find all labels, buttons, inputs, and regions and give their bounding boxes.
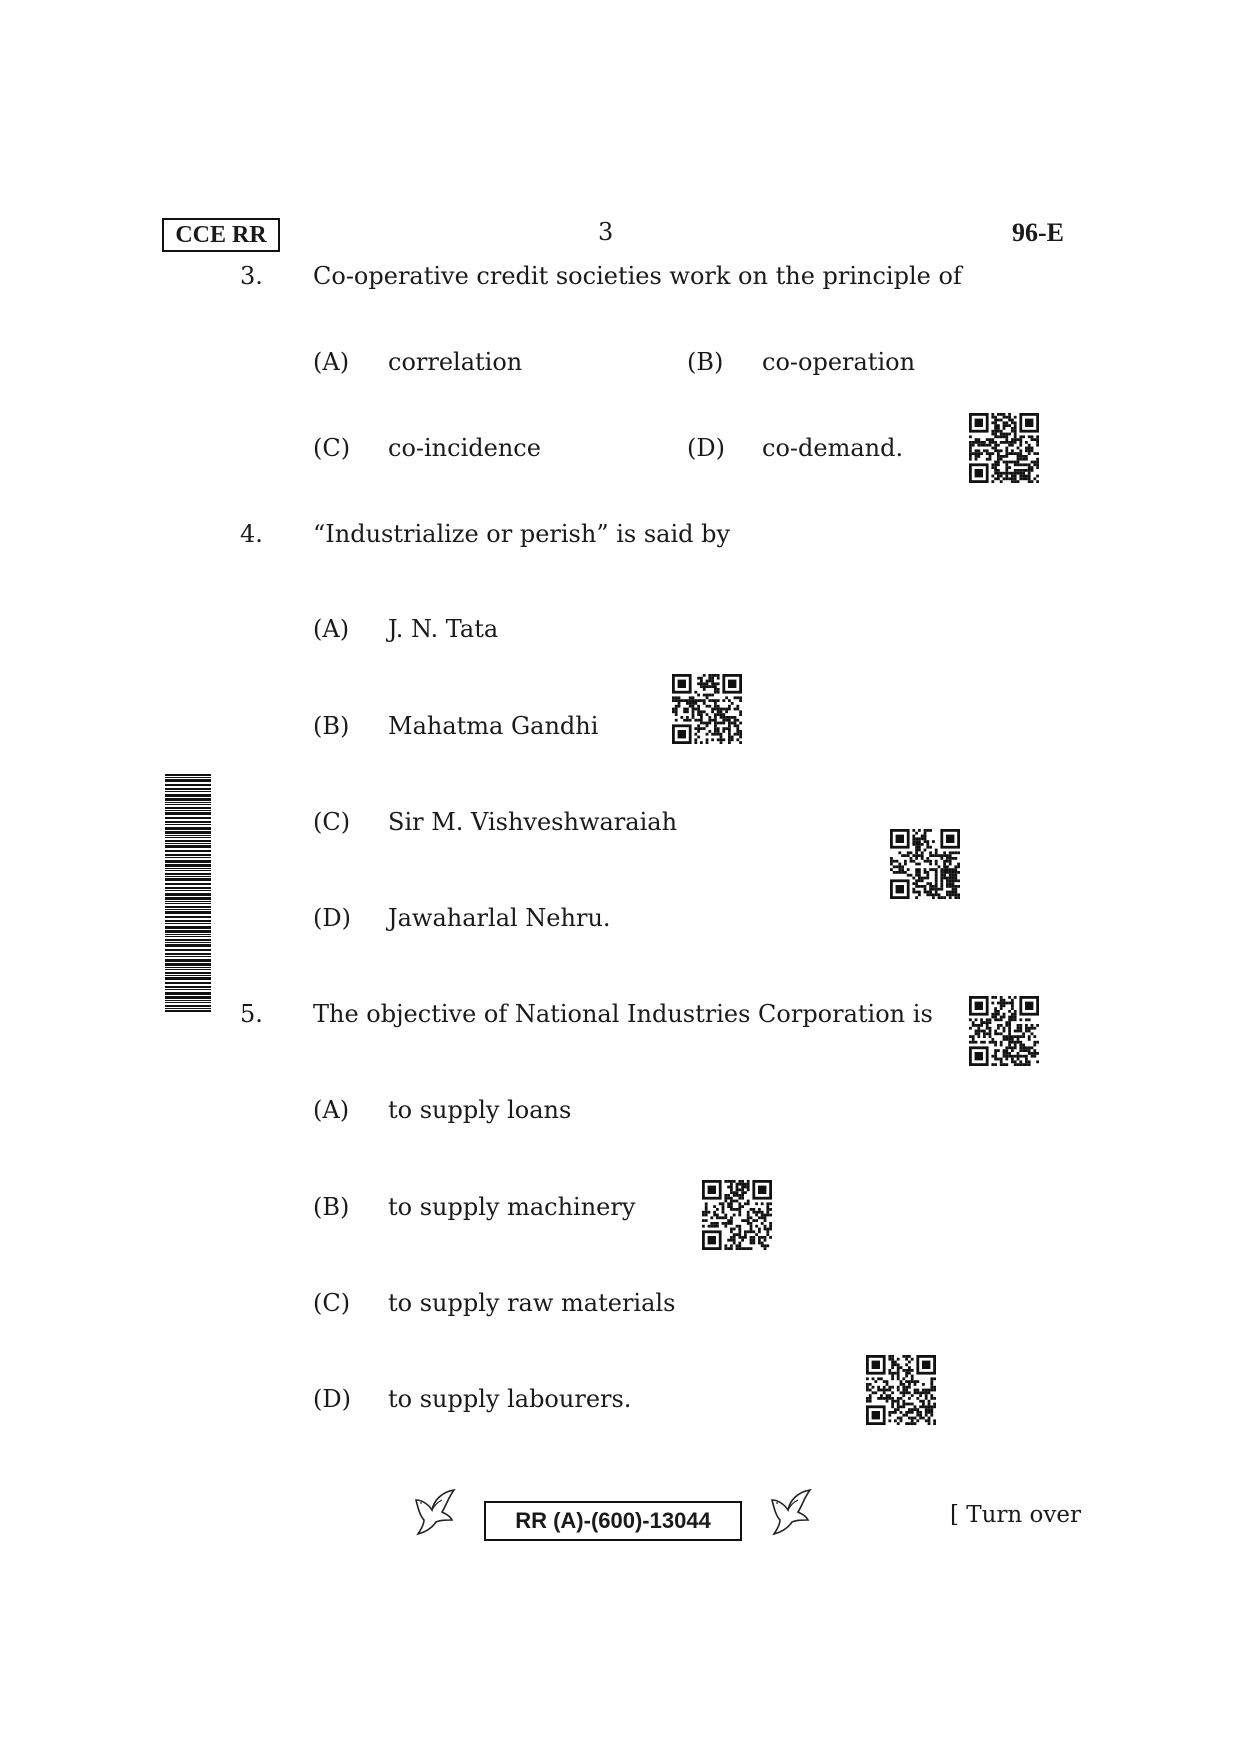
q3-option-d-text: co-demand.: [762, 434, 904, 462]
q4-option-c-label: (C): [313, 808, 351, 836]
barcode-icon: [165, 774, 211, 1012]
footer-code: RR (A)-(600)-13044: [484, 1501, 742, 1541]
q4-option-a-label: (A): [313, 615, 350, 643]
page-number: 3: [598, 218, 614, 246]
question-5-text: The objective of National Industries Corporation is: [313, 1000, 933, 1028]
q4-option-a-text: J. N. Tata: [388, 615, 499, 643]
q5-option-d-text: to supply labourers.: [388, 1385, 632, 1413]
dove-icon: [412, 1486, 458, 1536]
q3-option-d-label: (D): [687, 434, 725, 462]
qr-code-icon: [702, 1180, 772, 1250]
q5-option-b-label: (B): [313, 1193, 350, 1221]
q5-option-b-text: to supply machinery: [388, 1193, 636, 1221]
q5-option-c-label: (C): [313, 1289, 351, 1317]
qr-code-icon: [969, 996, 1039, 1066]
question-3-number: 3.: [240, 262, 263, 290]
q5-option-a-label: (A): [313, 1096, 350, 1124]
q3-option-a-text: correlation: [388, 348, 523, 376]
q4-option-c-text: Sir M. Vishveshwaraiah: [388, 808, 678, 836]
q4-option-d-text: Jawaharlal Nehru.: [388, 904, 611, 932]
q5-option-a-text: to supply loans: [388, 1096, 572, 1124]
q4-option-b-text: Mahatma Gandhi: [388, 712, 599, 740]
qr-code-icon: [890, 829, 960, 899]
q5-option-d-label: (D): [313, 1385, 351, 1413]
question-4-number: 4.: [240, 520, 263, 548]
turn-over-note: [ Turn over: [950, 1502, 1082, 1528]
q3-option-a-label: (A): [313, 348, 350, 376]
question-4-text: “Industrialize or perish” is said by: [313, 520, 731, 548]
qr-code-icon: [672, 674, 742, 744]
q4-option-d-label: (D): [313, 904, 351, 932]
qr-code-icon: [866, 1355, 936, 1425]
q3-option-c-label: (C): [313, 434, 351, 462]
q3-option-b-label: (B): [687, 348, 724, 376]
paper-code: 96-E: [1012, 218, 1064, 247]
q5-option-c-text: to supply raw materials: [388, 1289, 676, 1317]
q3-option-c-text: co-incidence: [388, 434, 541, 462]
question-3-text: Co-operative credit societies work on the principle of: [313, 262, 962, 290]
dove-icon: [768, 1486, 814, 1536]
qr-code-icon: [969, 413, 1039, 483]
question-5-number: 5.: [240, 1000, 263, 1028]
q4-option-b-label: (B): [313, 712, 350, 740]
q3-option-b-text: co-operation: [762, 348, 916, 376]
series-label: CCE RR: [162, 218, 280, 252]
